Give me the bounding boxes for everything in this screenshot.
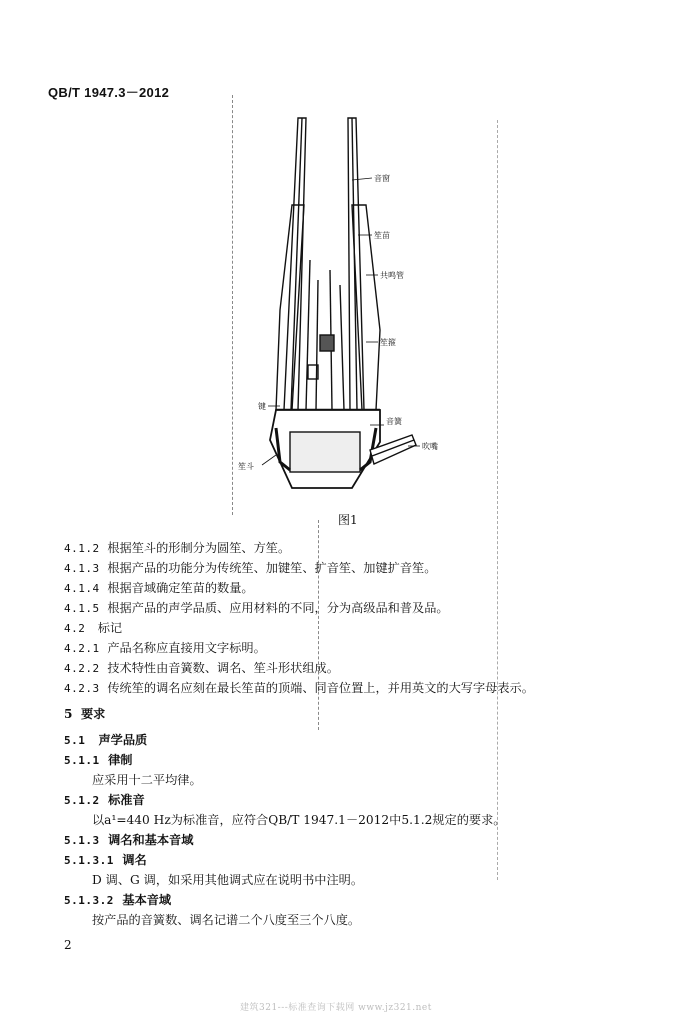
clause-5-1-1: 5.1.1 律制 <box>64 753 133 767</box>
clause-5-1-3: 5.1.3 调名和基本音域 <box>64 833 194 847</box>
clause-4-2-1: 4.2.1 产品名称应直接用文字标明。 <box>64 641 266 655</box>
clause-5-1-3-1-body: D 调、G 调，如采用其他调式应在说明书中注明。 <box>92 873 364 887</box>
standard-code-header: QB/T 1947.3－2012 <box>48 85 170 100</box>
clause-5-1-3-2-body: 按产品的音簧数、调名记谱二个八度至三个八度。 <box>92 913 361 927</box>
clause-5-1-2: 5.1.2 标准音 <box>64 793 145 807</box>
figure-caption: 图1 <box>338 513 358 527</box>
label-key: 键 <box>258 402 266 411</box>
clause-4-2-3: 4.2.3 传统笙的调名应刻在最长笙苗的顶端、同音位置上，并用英文的大写字母表示。 <box>64 681 534 695</box>
clause-5-1-2-body: 以a¹=440 Hz为标准音，应符合QB/T 1947.1－2012中5.1.2规定的要求。 <box>92 813 506 827</box>
watermark-footer: 建筑321---标准查询下载网 www.jz321.net <box>240 1003 432 1013</box>
clause-5-1-3-2: 5.1.3.2 基本音域 <box>64 893 172 907</box>
label-reed: 音簧 <box>386 417 402 426</box>
clause-4-1-4: 4.1.4 根据音域确定笙苗的数量。 <box>64 581 254 595</box>
sheng-diagram <box>180 110 520 505</box>
scan-artifact-line <box>318 520 319 730</box>
label-sound-window: 音窗 <box>374 174 390 183</box>
clause-5-1: 5.1 声学品质 <box>64 733 148 747</box>
label-resonator: 共鸣管 <box>380 271 404 280</box>
label-pipe: 笙苗 <box>374 231 390 240</box>
clause-5-1-1-body: 应采用十二平均律。 <box>92 773 202 787</box>
clause-4-1-3: 4.1.3 根据产品的功能分为传统笙、加键笙、扩音笙、加键扩音笙。 <box>64 561 437 575</box>
clause-4-2: 4.2 标记 <box>64 621 123 635</box>
page-number: 2 <box>64 938 72 952</box>
clause-4-1-5: 4.1.5 根据产品的声学品质、应用材料的不同，分为高级品和普及品。 <box>64 601 449 615</box>
clause-4-1-2: 4.1.2 根据笙斗的形制分为圆笙、方笙。 <box>64 541 291 555</box>
clause-4-2-2: 4.2.2 技术特性由音簧数、调名、笙斗形状组成。 <box>64 661 339 675</box>
label-bowl: 笙斗 <box>238 462 254 471</box>
label-hoop: 笙箍 <box>380 338 396 347</box>
label-mouthpiece: 吹嘴 <box>422 442 438 451</box>
section-5-title: 5 要求 <box>64 707 106 721</box>
clause-5-1-3-1: 5.1.3.1 调名 <box>64 853 147 867</box>
key-mechanism <box>320 335 334 351</box>
